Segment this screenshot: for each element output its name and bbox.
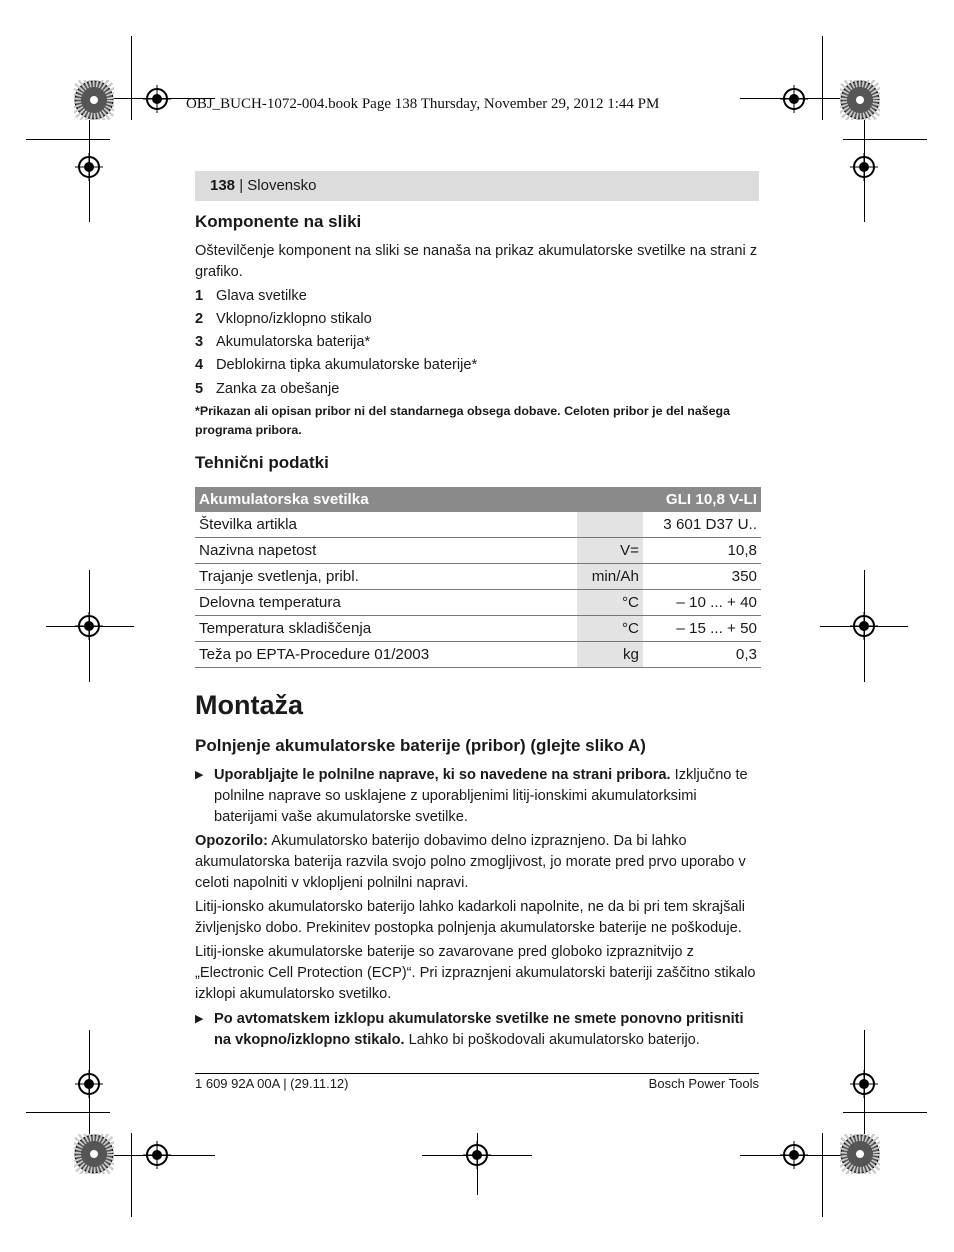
item-number: 5 (195, 381, 204, 397)
item-label: Glava svetilke (216, 288, 307, 304)
item-label: Akumulatorska baterija* (216, 334, 371, 350)
item-number: 3 (195, 334, 204, 350)
table-row (195, 590, 761, 616)
item-label: Zanka za obešanje (216, 381, 340, 397)
footer-brand: Bosch Power Tools (648, 1076, 759, 1091)
paragraph: Litij-ionske akumulatorske baterije so zavarovane pred globoko izpraznitvijo z „Electronic Cell Protection (ECP)“. Pri izpraznjeni akumulatorski bateriji zaščitno stikalo izklopi akumulatorsko svetilko. (195, 944, 756, 1002)
row-unit: °C (577, 590, 643, 616)
crop-mark (131, 1133, 132, 1217)
item-number: 2 (195, 311, 204, 327)
list-item (195, 332, 370, 353)
row-value: 3 601 D37 U.. (643, 512, 761, 538)
header-separator: | (235, 177, 248, 194)
technical-heading: Tehnični podatki (195, 453, 329, 472)
page-number: 138 (210, 177, 236, 194)
charging-subheading: Polnjenje akumulatorske baterije (pribor) (glejte sliko A) (195, 736, 646, 755)
row-name: Teža po EPTA-Procedure 01/2003 (195, 642, 577, 668)
registration-mark-icon (780, 85, 808, 113)
table-header-row (195, 487, 761, 512)
registration-mark-icon (75, 1070, 103, 1098)
bullet-item (195, 765, 761, 828)
registration-mark-icon (780, 1141, 808, 1169)
registration-mark-icon (75, 153, 103, 181)
row-unit: V= (577, 538, 643, 564)
footer-code: 1 609 92A 00A | (29.11.12) (195, 1076, 349, 1091)
warning-text: Akumulatorsko baterijo dobavimo delno izpraznjeno. Da bi lahko akumulatorska baterija razvila svojo polno zmogljivost, jo morate pred prvo uporabo v celoti napolniti v vklopljeni polnilni napravi. (195, 833, 746, 891)
table-header-unit (577, 487, 643, 512)
item-number: 1 (195, 288, 204, 304)
page-header (195, 171, 759, 201)
row-value: – 10 ... + 40 (643, 590, 761, 616)
color-wheel-icon (74, 1134, 114, 1174)
color-wheel-icon (840, 1134, 880, 1174)
crop-mark (26, 1112, 110, 1113)
item-label: Vklopno/izklopno stikalo (216, 311, 372, 327)
row-name: Številka artikla (195, 512, 577, 538)
color-wheel-icon (74, 80, 114, 120)
bullet-text (214, 765, 761, 828)
table-row (195, 564, 761, 590)
crop-mark (131, 36, 132, 120)
table-row (195, 642, 761, 668)
bullet-body: Izključno te polnilne naprave so usklajene z uporabljenimi litij-ionskimi akumulatorksimi baterijami vaše akumulatorske svetilke. (214, 767, 748, 825)
row-value: 10,8 (643, 538, 761, 564)
list-item (195, 355, 477, 376)
crop-mark (822, 1133, 823, 1217)
registration-mark-icon (143, 85, 171, 113)
crop-mark (843, 139, 927, 140)
row-name: Trajanje svetlenja, pribl. (195, 564, 577, 590)
bullet-body: Lahko bi poškodovali akumulatorsko baterijo. (404, 1032, 700, 1048)
row-unit (577, 512, 643, 538)
list-item (195, 286, 307, 307)
paragraph: Litij-ionsko akumulatorsko baterijo lahko kadarkoli napolnite, ne da bi pri tem skrajšali življenjsko dobo. Prekinitev postopka polnjenja akumulatorske baterije ne poškoduje. (195, 899, 745, 936)
list-item (195, 379, 339, 400)
assembly-heading: Montaža (195, 690, 303, 720)
bullet-text (214, 1009, 761, 1051)
table-header-name: Akumulatorska svetilka (195, 487, 577, 512)
table-row (195, 538, 761, 564)
crop-mark (843, 1112, 927, 1113)
accessory-note: *Prikazan ali opisan pribor ni del standarnega obsega dobave. Celoten pribor je del našega programa pribora. (195, 404, 730, 437)
table-header-model: GLI 10,8 V-LI (643, 487, 761, 512)
table-row (195, 512, 761, 538)
registration-mark-icon (75, 612, 103, 640)
print-slug: OBJ_BUCH-1072-004.book Page 138 Thursday, November 29, 2012 1:44 PM (186, 96, 660, 112)
row-name: Delovna temperatura (195, 590, 577, 616)
registration-mark-icon (143, 1141, 171, 1169)
color-wheel-icon (840, 80, 880, 120)
list-item (195, 309, 372, 330)
warning-label: Opozorilo: (195, 833, 268, 849)
registration-mark-icon (850, 153, 878, 181)
registration-mark-icon (850, 612, 878, 640)
row-unit: min/Ah (577, 564, 643, 590)
table-row (195, 616, 761, 642)
registration-mark-icon (463, 1141, 491, 1169)
bullet-triangle-icon: ▶ (195, 1013, 204, 1025)
bullet-triangle-icon: ▶ (195, 769, 204, 781)
bullet-bold: Po avtomatskem izklopu akumulatorske svetilke ne smete ponovno pritisniti na vkopno/izklopno stikalo. (214, 1011, 744, 1048)
item-number: 4 (195, 357, 204, 373)
components-intro: Oštevilčenje komponent na sliki se nanaša na prikaz akumulatorske svetilke na strani z grafiko. (195, 243, 758, 280)
spec-table (195, 487, 761, 668)
registration-mark-icon (850, 1070, 878, 1098)
item-label: Deblokirna tipka akumulatorske baterije* (216, 357, 478, 373)
crop-mark (822, 36, 823, 120)
footer-rule (195, 1073, 759, 1074)
row-value: – 15 ... + 50 (643, 616, 761, 642)
bullet-bold: Uporabljajte le polnilne naprave, ki so navedene na strani pribora. (214, 767, 671, 783)
row-name: Nazivna napetost (195, 538, 577, 564)
row-unit: °C (577, 616, 643, 642)
components-heading: Komponente na sliki (195, 212, 362, 231)
warning-paragraph (195, 831, 761, 894)
row-unit: kg (577, 642, 643, 668)
bullet-item (195, 1009, 761, 1051)
crop-mark (26, 139, 110, 140)
row-name: Temperatura skladiščenja (195, 616, 577, 642)
row-value: 0,3 (643, 642, 761, 668)
header-language: Slovensko (247, 177, 317, 194)
row-value: 350 (643, 564, 761, 590)
